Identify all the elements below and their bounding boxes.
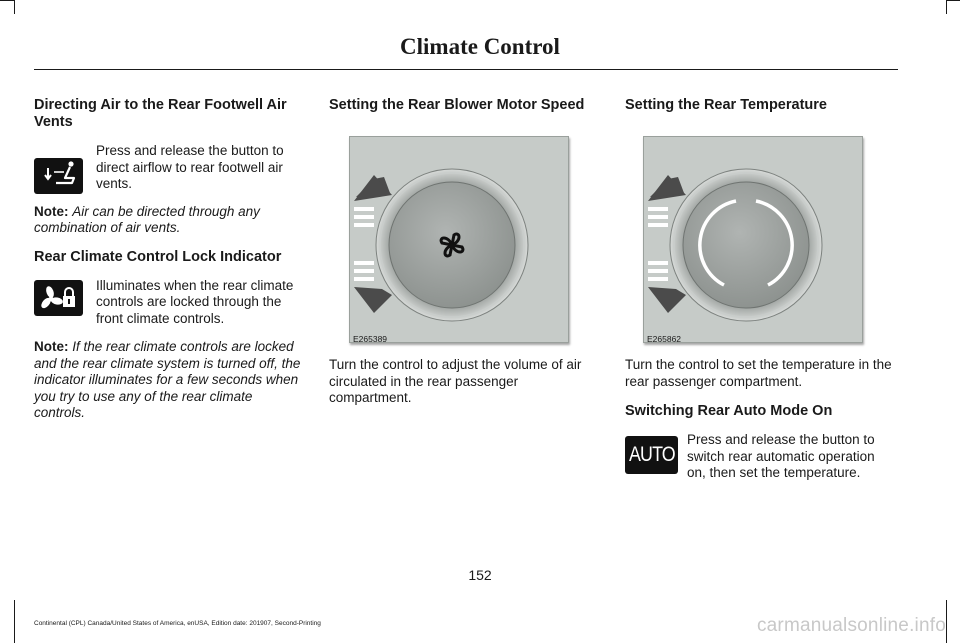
- figure-code: E265389: [353, 334, 388, 344]
- footwell-airflow-icon: [34, 158, 83, 194]
- auto-description: Press and release the button to switch rear automatic operation on, then set the temperature.: [687, 432, 875, 480]
- section-heading-footwell: Directing Air to the Rear Footwell Air Vents: [34, 97, 287, 130]
- column-3: [625, 97, 897, 114]
- column-2-text: [329, 357, 601, 407]
- crop-mark: [14, 0, 15, 14]
- section-heading-temperature: Setting the Rear Temperature: [625, 97, 827, 113]
- figure-code: E265862: [647, 334, 682, 344]
- crop-mark: [0, 0, 14, 1]
- lock-row: [34, 278, 306, 328]
- crop-mark: [946, 0, 960, 1]
- column-1: [34, 97, 306, 422]
- footwell-row: [34, 143, 306, 193]
- section-heading-blower: Setting the Rear Blower Motor Speed: [329, 97, 585, 113]
- note-label: Note:: [34, 203, 69, 219]
- note-2: [34, 339, 306, 422]
- temperature-dial-figure: [643, 136, 863, 343]
- section-heading-auto: Switching Rear Auto Mode On: [625, 403, 833, 419]
- page-title: Climate Control: [400, 34, 560, 59]
- note-text: Air can be directed through any combination of air vents.: [34, 203, 260, 235]
- blower-dial-icon: [350, 137, 568, 342]
- column-2: [329, 97, 601, 114]
- lock-description: Illuminates when the rear climate controls are locked through the front climate controls.: [96, 277, 294, 326]
- watermark: carmanualsonline.info: [756, 615, 946, 636]
- temperature-dial-icon: [644, 137, 862, 342]
- crop-mark: [14, 600, 15, 643]
- column-3-text: [625, 357, 897, 482]
- temperature-description: Turn the control to set the temperature in the rear passenger compartment.: [625, 357, 892, 389]
- note-text: If the rear climate controls are locked and the rear climate system is turned off, the indicator illuminates for a few seconds when you try to use any of the rear climate controls.: [34, 339, 301, 420]
- section-heading-lock: Rear Climate Control Lock Indicator: [34, 248, 282, 265]
- fan-lock-icon: [34, 280, 83, 316]
- auto-icon: [625, 436, 678, 474]
- note-1: [34, 204, 306, 237]
- crop-mark: [946, 600, 947, 643]
- page-number: 152: [468, 567, 492, 583]
- edition-footer: Continental (CPL) Canada/United States of America, enUSA, Edition date: 201907, Second-Printing: [34, 620, 321, 627]
- crop-mark: [946, 0, 947, 14]
- blower-description: Turn the control to adjust the volume of air circulated in the rear passenger compartment.: [329, 357, 582, 405]
- header-rule: [34, 69, 898, 70]
- blower-dial-figure: [349, 136, 569, 343]
- footwell-description: Press and release the button to direct airflow to rear footwell air vents.: [96, 143, 284, 191]
- auto-row: [625, 432, 897, 482]
- auto-label: AUTO: [628, 443, 675, 466]
- note-label: Note:: [34, 339, 69, 354]
